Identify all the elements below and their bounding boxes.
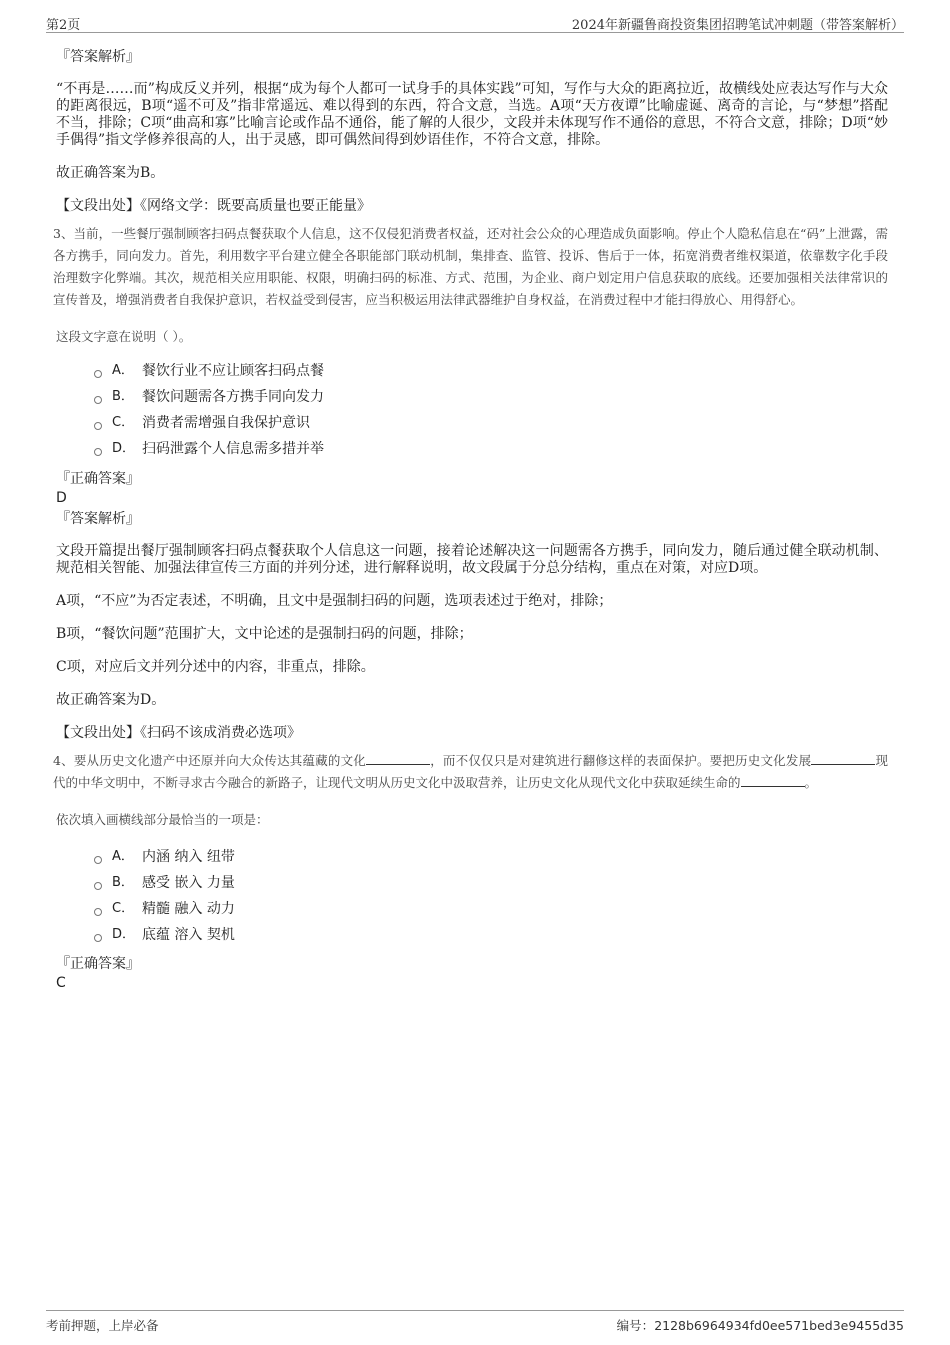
q3-analysis-text: 文段开篇提出餐厅强制顾客扫码点餐获取个人信息这一问题，接着论述解决这一问题需各方携手，同向发力，随后通过健全联动机制、规范相关智能、加强法律宣传三方面的并列分述，进行解释说明，故文段属于分总分结构，重点在对策，对应D项。 — [56, 543, 888, 576]
fill-blank-2 — [811, 752, 875, 765]
option-letter: B． — [112, 389, 134, 404]
q4-prompt: 依次填入画横线部分最恰当的一项是： — [56, 812, 269, 827]
q4-text-4: 。 — [804, 775, 818, 790]
q4-answer: C — [56, 975, 66, 991]
option-text: 消费者需增强自我保护意识 — [142, 415, 310, 431]
q3-option-b[interactable] — [94, 384, 888, 410]
radio-icon[interactable] — [94, 934, 102, 942]
q3-number: 3、 — [53, 226, 74, 241]
fill-blank-1 — [366, 752, 430, 765]
document-title: 2024年新疆鲁商投资集团招聘笔试冲刺题（带答案解析） — [571, 18, 904, 33]
option-text: 内涵 纳入 纽带 — [142, 849, 235, 865]
q4-stem — [53, 750, 888, 794]
q3-answer-label: 『正确答案』 — [56, 471, 140, 487]
q3-text: 当前，一些餐厅强制顾客扫码点餐获取个人信息，这不仅侵犯消费者权益，还对社会公众的心理造成负面影响。停止个人隐私信息在“码”上泄露，需各方携手，同向发力。首先，利用数字平台建立健全各职能部门联动机制，集排查、监管、投诉、售后于一体，拓宽消费者维权渠道，依靠数字化手段治理数字化弊端。其次，规范相关应用职能、权限，明确扫码的标准、方式、范围，为企业、商户划定用户信息获取的底线。还要加强相关法律常识的宣传普及，增强消费者自我保护意识，若权益受到侵害，应当积极运用法律武器维护自身权益，在消费过程中才能扫得放心、用得舒心。 — [53, 226, 888, 307]
option-letter: B． — [112, 875, 134, 890]
q4-option-a[interactable] — [94, 844, 888, 870]
option-text: 底蕴 溶入 契机 — [142, 927, 235, 943]
radio-icon[interactable] — [94, 422, 102, 430]
option-text: 精髓 融入 动力 — [142, 901, 235, 917]
q4-options — [94, 844, 888, 948]
page-number: 第2页 — [46, 18, 81, 33]
option-letter: D． — [112, 441, 136, 456]
radio-icon[interactable] — [94, 856, 102, 864]
radio-icon[interactable] — [94, 448, 102, 456]
q4-option-c[interactable] — [94, 896, 888, 922]
radio-icon[interactable] — [94, 882, 102, 890]
q3-option-a[interactable] — [94, 358, 888, 384]
page-content — [53, 47, 888, 992]
option-letter: D． — [112, 927, 136, 942]
option-text: 扫码泄露个人信息需多措并举 — [142, 441, 324, 457]
option-text: 餐饮行业不应让顾客扫码点餐 — [142, 363, 324, 379]
footer-serial — [617, 1316, 904, 1334]
q3-analysis-a: A项，“不应”为否定表述，不明确，且文中是强制扫码的问题，选项表述过于绝对，排除； — [56, 593, 613, 609]
q3-prompt: 这段文字意在说明（ ）。 — [56, 329, 192, 344]
q4-text-3: 现代的中华文明中，不断寻求古今融合的新路子，让现代文明从历史文化中汲取营养，让历史文化从现代文化中获取延续生命的 — [53, 753, 888, 790]
option-letter: C． — [112, 415, 135, 430]
q3-option-d[interactable] — [94, 436, 888, 462]
q4-answer-label: 『正确答案』 — [56, 956, 140, 972]
option-letter: A． — [112, 363, 134, 378]
serial-number: 2128b6964934fd0ee571bed3e9455d35 — [654, 1318, 904, 1333]
q2-conclusion: 故正确答案为B。 — [56, 165, 165, 181]
q2-analysis-text: “不再是……而”构成反义并列，根据“成为每个人都可一试身手的具体实践”可知，写作与大众的距离拉近，故横线处应表达写作与大众的距离很远，B项“遥不可及”指非常遥远、难以得到的东西，符合文意，当选。A项“天方夜谭”比喻虚诞、离奇的言论，与“梦想”搭配不当，排除；C项“曲高和寡”比喻言论或作品不通俗，能了解的人很少，文段并未体现写作不通俗的意思，不符合文意，排除；D项“妙手偶得”指文学修养很高的人，出于灵感，即可偶然间得到妙语佳作，不符合文意，排除。 — [56, 81, 888, 148]
q3-options — [94, 358, 888, 462]
radio-icon[interactable] — [94, 908, 102, 916]
q3-stem — [53, 223, 888, 311]
footer-slogan: 考前押题，上岸必备 — [46, 1318, 159, 1333]
q4-option-b[interactable] — [94, 870, 888, 896]
q3-source: 【文段出处】《扫码不该成消费必选项》 — [56, 725, 301, 741]
radio-icon[interactable] — [94, 370, 102, 378]
q3-answer: D — [56, 490, 67, 506]
fill-blank-3 — [741, 774, 805, 787]
option-text: 餐饮问题需各方携手同向发力 — [142, 389, 324, 405]
q3-analysis-label: 『答案解析』 — [56, 511, 140, 527]
q4-text-2: ，而不仅仅只是对建筑进行翻修这样的表面保护。要把历史文化发展 — [430, 753, 812, 768]
option-letter: C． — [112, 901, 135, 916]
q2-source: 【文段出处】《网络文学：既要高质量也要正能量》 — [56, 198, 371, 214]
radio-icon[interactable] — [94, 396, 102, 404]
serial-label: 编号： — [616, 1318, 655, 1333]
q3-analysis-c: C项，对应后文并列分述中的内容，非重点，排除。 — [56, 659, 375, 675]
q4-text-1: 要从历史文化遗产中还原并向大众传达其蕴藏的文化 — [73, 753, 367, 768]
q3-conclusion: 故正确答案为D。 — [56, 692, 166, 708]
q3-option-c[interactable] — [94, 410, 888, 436]
option-letter: A． — [112, 849, 134, 864]
page-header — [46, 12, 904, 33]
q4-number: 4、 — [53, 753, 74, 768]
q3-analysis-b: B项，“餐饮问题”范围扩大，文中论述的是强制扫码的问题，排除； — [56, 626, 473, 642]
option-text: 感受 嵌入 力量 — [142, 875, 235, 891]
q4-option-d[interactable] — [94, 922, 888, 948]
q2-analysis-label: 『答案解析』 — [56, 49, 140, 65]
page-footer — [46, 1310, 904, 1335]
